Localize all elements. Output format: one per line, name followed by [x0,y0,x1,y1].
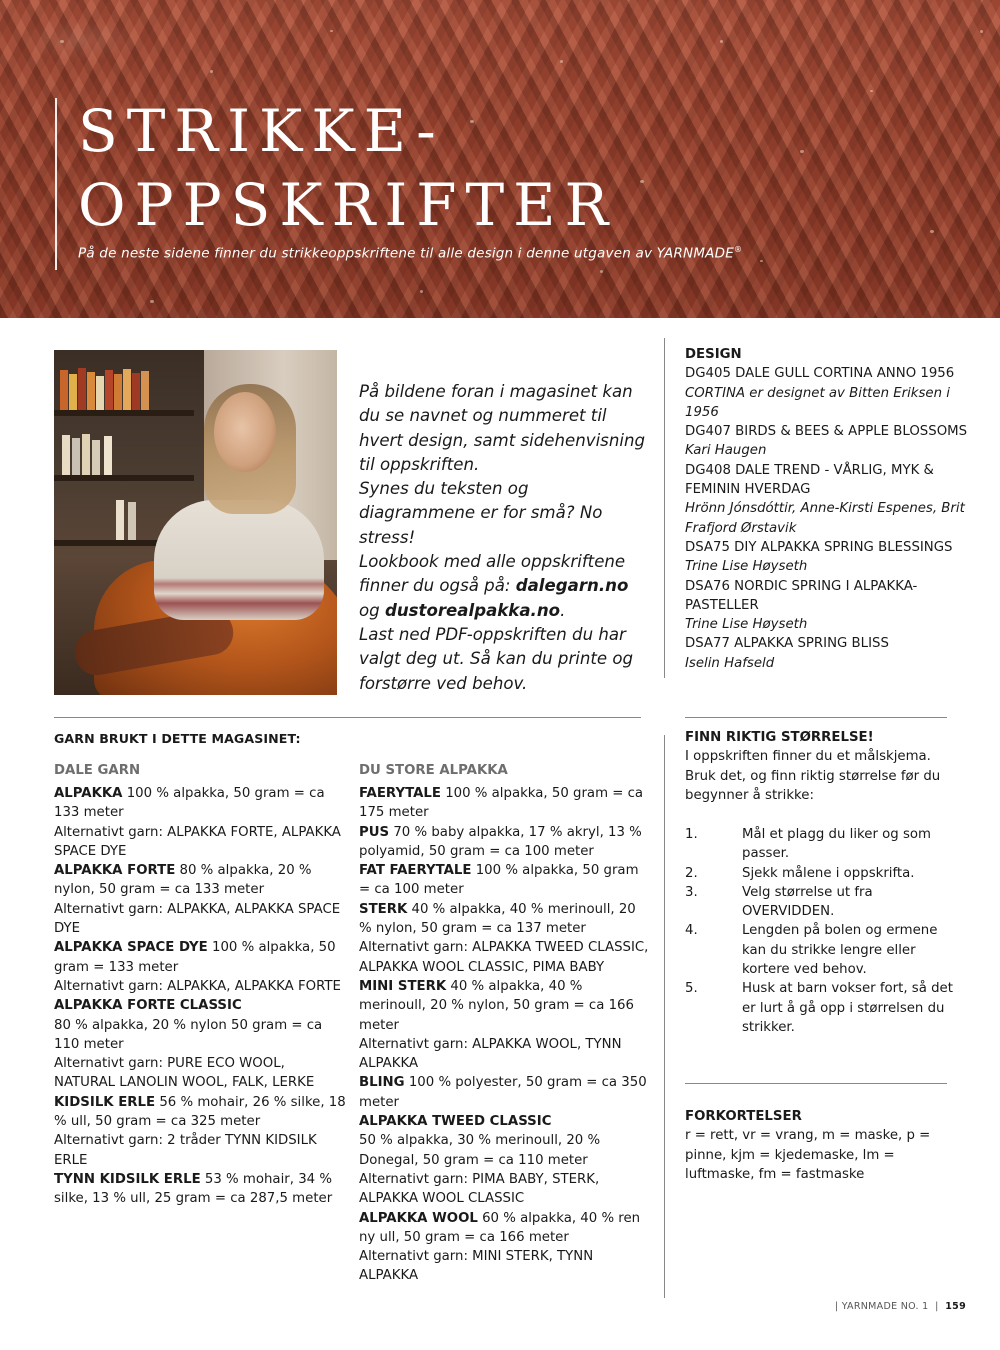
yarn-name: ALPAKKA FORTE [54,863,176,879]
yarn-alternative: Alternativt garn: ALPAKKA WOOL, TYNN ALPAKKA [359,1036,622,1072]
yarn-name: KIDSILK ERLE [54,1094,156,1110]
design-item-designer: Kari Haugen [685,443,767,459]
size-step [685,921,955,979]
yarn-item [359,900,649,977]
dale-yarn-list [54,784,346,1209]
intro-paragraph-4: Last ned PDF-oppskriften du har valgt deg ut. Så kan du printe og forstørre ved behov. [359,624,634,693]
yarn-alternative: Alternativt garn: PIMA BABY, STERK, ALPAKKA WOOL CLASSIC [359,1171,600,1207]
design-item-title: DSA76 NORDIC SPRING I ALPAKKA-PASTELLER [685,578,918,613]
yarn-item [359,977,649,1073]
step-number: 3. [685,884,698,900]
yarn-desc: 53 % mohair, 34 % silke, 13 % ull, 25 gram = ca 287,5 meter [54,1171,333,1207]
design-item [685,634,975,673]
yarn-item [54,784,346,861]
yarn-item [54,996,346,1092]
design-item [685,538,975,577]
page-subtitle [78,245,742,262]
abbr-text: r = rett, vr = vrang, m = maske, p = pinne, kjm = kjedemaske, lm = luftmaske, fm = fastmaske [685,1128,931,1182]
yarn-name: ALPAKKA TWEED CLASSIC [359,1114,552,1130]
yarn-desc: 50 % alpakka, 30 % merinoull, 20 % Donegal, 50 gram = ca 110 meter [359,1133,601,1168]
yarn-item [359,823,649,862]
hero-banner [0,0,1000,318]
yarn-name: FAT FAERYTALE [359,863,472,879]
intro-paragraph-2: Synes du teksten og diagrammene er for små? No stress! [359,479,603,547]
design-item [685,461,975,538]
yarn-name: ALPAKKA [54,786,123,801]
size-step [685,825,955,864]
intro-p3-end: . [560,600,566,620]
yarn-desc: 80 % alpakka, 20 % nylon 50 gram = ca 110 meter [54,1017,323,1052]
design-item-title: DSA77 ALPAKKA SPRING BLISS [685,636,889,652]
design-item-designer: Iselin Hafseld [685,655,775,671]
yarn-desc: 40 % alpakka, 40 % merinoull, 20 % nylon, 50 gram = ca 137 meter [359,901,636,937]
intro-paragraph-1: På bildene foran i magasinet kan du se navnet og nummeret til hvert design, samt sidehenvisning til oppskriften. [359,382,645,474]
size-step [685,864,955,883]
page-footer [835,1301,966,1312]
yarn-name: ALPAKKA SPACE DYE [54,940,208,956]
yarn-alternative: Alternativt garn: ALPAKKA, ALPAKKA SPACE DYE [54,901,341,937]
step-number: 5. [685,981,698,997]
subtitle-text: På de neste sidene finner du strikkeoppskriftene til alle design i denne utgaven av YARNMADE [78,245,734,262]
page-number: 159 [945,1301,966,1312]
yarn-item [54,861,346,938]
intro-p3-and: og [359,600,385,620]
yarn-item [359,861,649,900]
size-section-rule [685,717,947,718]
column-divider [664,338,665,678]
intro-paragraph-3 [359,550,649,623]
page-title [78,94,617,242]
abbr-section-rule [685,1083,947,1084]
dustorealpakka-link[interactable]: dustorealpakka.no [384,600,561,620]
abbreviations [685,1107,955,1184]
design-item-designer: CORTINA er designet av Bitten Eriksen i 1956 [685,385,950,420]
yarn-desc: 100 % polyester, 50 gram = ca 350 meter [359,1075,647,1110]
yarn-name: BLING [359,1075,405,1091]
step-text: Mål et plagg du liker og som passer. [742,827,931,862]
design-item-designer: Trine Lise Høyseth [685,559,808,575]
size-steps [685,825,955,1037]
yarn-section-rule [54,717,641,718]
design-item-title: DG408 DALE TREND - VÅRLIG, MYK & FEMININ HVERDAG [685,462,934,498]
yarn-desc: 100 % alpakka, 50 gram = ca 175 meter [359,786,644,821]
design-item-title: DSA75 DIY ALPAKKA SPRING BLESSINGS [685,539,953,555]
yarn-name: STERK [359,901,408,917]
yarn-desc: 100 % alpakka, 50 gram = ca 100 meter [359,863,639,898]
step-text: Lengden på bolen og ermene kan du strikke lengre eller kortere ved behov. [742,923,938,978]
yarn-heading: GARN BRUKT I DETTE MAGASINET: [54,731,301,746]
yarn-desc: 80 % alpakka, 20 % nylon, 50 gram = ca 133 meter [54,863,312,898]
yarn-name: ALPAKKA WOOL [359,1210,478,1226]
size-step [685,979,955,1037]
yarn-desc: 56 % mohair, 26 % silke, 18 % ull, 50 gram = ca 325 meter [54,1094,346,1130]
design-item-designer: Trine Lise Høyseth [685,617,808,633]
page-title-line-2: OPPSKRIFTER [78,171,618,239]
design-item [685,577,975,635]
step-text: Velg størrelse ut fra OVERVIDDEN. [742,884,873,920]
yarn-alternative: Alternativt garn: ALPAKKA, ALPAKKA FORTE [54,978,341,994]
design-item-title: DG405 DALE GULL CORTINA ANNO 1956 [685,366,955,382]
magazine-name: YARNMADE NO. 1 [841,1301,929,1312]
size-intro: I oppskriften finner du et målskjema. Bruk det, og finn riktig størrelse før du begynner å strikke: [685,749,941,803]
dalegarn-link[interactable]: dalegarn.no [515,576,629,596]
design-heading: DESIGN [685,347,742,362]
intro-text [359,380,649,696]
title-accent-rule [55,98,57,270]
registered-mark: ® [733,245,743,254]
yarn-item [359,1209,649,1286]
design-item [685,422,975,461]
abbr-heading: FORKORTELSER [685,1109,802,1124]
yarn-alternative: Alternativt garn: 2 tråder TYNN KIDSILK ERLE [54,1133,317,1168]
footer-sep: | [928,1301,946,1312]
brand-dale-garn: DALE GARN [54,763,141,778]
column-divider [664,735,665,1298]
step-text: Sjekk målene i oppskrifta. [742,865,915,881]
yarn-name: TYNN KIDSILK ERLE [54,1171,201,1187]
yarn-alternative: Alternativt garn: MINI STERK, TYNN ALPAKKA [359,1249,594,1284]
size-step [685,883,955,922]
yarn-name: FAERYTALE [359,786,441,801]
yarn-desc: 40 % alpakka, 40 % merinoull, 20 % nylon, 50 gram = ca 166 meter [359,978,634,1033]
yarn-desc: 100 % alpakka, 50 gram = ca 133 meter [54,786,325,821]
footer-sep: | [834,1301,842,1312]
yarn-item [359,1073,649,1112]
yarn-item [54,938,346,996]
step-text: Husk at barn vokser fort, så det er lurt å gå opp i størrelsen du strikker. [742,981,953,1035]
dsa-yarn-list [359,784,649,1286]
step-number: 1. [685,827,698,842]
yarn-item [54,1093,346,1170]
yarn-name: PUS [359,824,390,840]
intro-p3-text: Lookbook med alle oppskriftene finner du også på: [359,552,626,596]
yarn-desc: 70 % baby alpakka, 17 % akryl, 13 % polyamid, 50 gram = ca 100 meter [359,824,642,859]
brand-du-store-alpakka: DU STORE ALPAKKA [359,763,508,778]
size-heading: FINN RIKTIG STØRRELSE! [685,730,874,745]
design-list [685,345,975,673]
yarn-name: MINI STERK [359,978,447,994]
yarn-item [359,1112,649,1208]
design-item-designer: Hrönn Jónsdóttir, Anne-Kirsti Espenes, Brit Frafjord Ørstavik [685,501,965,536]
page-title-line-1: STRIKKE- [78,97,445,165]
model-photo [54,350,337,695]
yarn-desc: 100 % alpakka, 50 gram = 133 meter [54,940,336,975]
yarn-alternative: Alternativt garn: ALPAKKA TWEED CLASSIC, ALPAKKA WOOL CLASSIC, PIMA BABY [359,940,649,975]
step-number: 4. [685,923,698,939]
size-guide [685,728,955,805]
yarn-desc: 60 % alpakka, 40 % ren ny ull, 50 gram = ca 166 meter [359,1210,641,1245]
yarn-name: ALPAKKA FORTE CLASSIC [54,998,242,1014]
yarn-alternative: Alternativt garn: PURE ECO WOOL, NATURAL LANOLIN WOOL, FALK, LERKE [54,1056,315,1091]
yarn-alternative: Alternativt garn: ALPAKKA FORTE, ALPAKKA SPACE DYE [54,824,341,859]
yarn-item [54,1170,346,1209]
design-item-title: DG407 BIRDS & BEES & APPLE BLOSSOMS [685,424,968,440]
design-item [685,364,975,422]
step-number: 2. [685,865,698,881]
yarn-item [359,784,649,823]
